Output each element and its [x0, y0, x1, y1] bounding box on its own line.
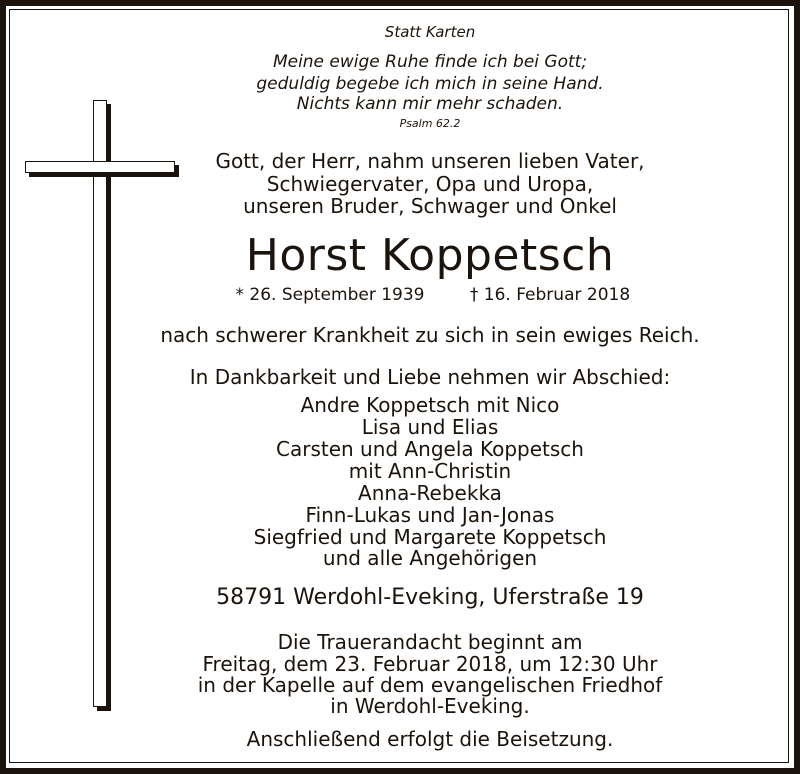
birth-date: * 26. September 1939: [235, 285, 425, 305]
intro-line: unseren Bruder, Schwager und Onkel: [243, 194, 617, 218]
verse-line: Meine ewige Ruhe finde ich bei Gott;: [272, 52, 588, 72]
mourner: Siegfried und Margarete Koppetsch: [253, 525, 607, 549]
death-date: † 16. Februar 2018: [469, 285, 631, 305]
service-line: in Werdohl-Eveking.: [330, 694, 530, 718]
address: 58791 Werdohl-Eveking, Uferstraße 19: [216, 585, 644, 610]
service-line: Freitag, dem 23. Februar 2018, um 12:30 Uhr: [202, 652, 658, 676]
closing-line: nach schwerer Krankheit zu sich in sein ewiges Reich.: [160, 323, 700, 347]
mourner: Lisa und Elias: [361, 415, 499, 439]
mourner: Anna-Rebekka: [358, 481, 502, 505]
intro-line: Gott, der Herr, nahm unseren lieben Vater,: [215, 149, 645, 173]
mourner: und alle Angehörigen: [322, 546, 538, 570]
intro-line: Schwiegervater, Opa und Uropa,: [266, 172, 594, 196]
verse-line: Nichts kann mir mehr schaden.: [296, 94, 564, 114]
mourner: Finn-Lukas und Jan-Jonas: [305, 503, 555, 527]
deceased-name: Horst Koppetsch: [245, 230, 615, 281]
service-line: in der Kapelle auf dem evangelischen Friedhof: [197, 673, 663, 697]
burial-line: Anschließend erfolgt die Beisetzung.: [246, 727, 614, 751]
verse-line: geduldig begebe ich mich in seine Hand.: [256, 74, 604, 94]
service-line: Die Trauerandacht beginnt am: [277, 630, 583, 654]
mourner: mit Ann-Christin: [348, 459, 512, 483]
mourner: Carsten und Angela Koppetsch: [276, 437, 584, 461]
statt-karten: Statt Karten: [384, 23, 476, 41]
mourners-intro: In Dankbarkeit und Liebe nehmen wir Abschied:: [189, 365, 671, 389]
verse-source: Psalm 62.2: [399, 117, 461, 130]
mourner: Andre Koppetsch mit Nico: [300, 393, 560, 417]
